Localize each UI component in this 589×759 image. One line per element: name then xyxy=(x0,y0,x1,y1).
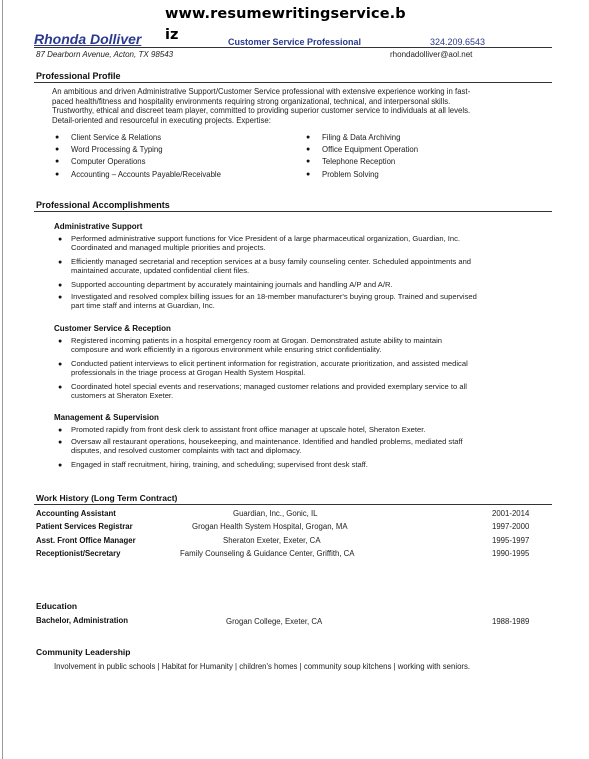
list-item-line: professionals in the triage process at Grogan Health System Hospital. xyxy=(71,368,306,378)
skill-item: Client Service & Relations xyxy=(71,133,162,142)
list-item-line: maintained accurate, updated confidential client files. xyxy=(71,266,250,276)
profile-rule xyxy=(34,82,552,83)
bullet-icon: ● xyxy=(58,294,63,301)
list-item-line: Conducted patient interviews to elicit pertinent information for registration, accurate prioritization, and assisted medical xyxy=(71,359,468,368)
employer: Guardian, Inc., Gonic, IL xyxy=(233,509,318,518)
group-title: Management & Supervision xyxy=(54,413,159,422)
watermark-line-2: iz xyxy=(165,27,179,43)
list-item-line: Coordinated and managed multiple priorities and projects. xyxy=(71,243,266,253)
list-item-line: composure and work efficiently in a rigorous environment while ensuring strict confidentiality. xyxy=(71,345,382,355)
years: 1995-1997 xyxy=(492,536,530,545)
list-item xyxy=(71,336,442,354)
bullet-icon: ● xyxy=(55,171,60,178)
group-title: Customer Service & Reception xyxy=(54,324,171,333)
list-item-line: Oversaw all restaurant operations, housekeeping, and maintenance. Identified and handled problems, mediated staff xyxy=(71,437,463,446)
employer: Family Counseling & Guidance Center, Griffith, CA xyxy=(180,549,355,558)
skill-item: Filing & Data Archiving xyxy=(322,133,401,142)
skill-item: Accounting – Accounts Payable/Receivable xyxy=(71,170,221,179)
employer: Sheraton Exeter, Exeter, CA xyxy=(223,536,321,545)
profile-text xyxy=(52,87,470,125)
role: Accounting Assistant xyxy=(36,509,116,518)
bullet-icon: ● xyxy=(58,439,63,446)
bullet-icon: ● xyxy=(55,134,60,141)
community-text: Involvement in public schools | Habitat for Humanity | children's homes | community soup kitchens | working with seniors. xyxy=(54,662,471,671)
bullet-icon: ● xyxy=(58,462,63,469)
education-heading: Education xyxy=(36,601,78,611)
page-left-edge xyxy=(2,0,3,759)
skill-item: Computer Operations xyxy=(71,157,146,166)
bullet-icon: ● xyxy=(58,338,63,345)
list-item xyxy=(71,425,425,434)
list-item-line: Supported accounting department by accurately maintaining journals and handling A/P and A/R. xyxy=(71,280,393,289)
group-title: Administrative Support xyxy=(54,222,143,231)
accomplishments-heading: Professional Accomplishments xyxy=(36,200,170,210)
list-item-line: Efficiently managed secretarial and reception services at a busy family counseling center. Scheduled appointments and xyxy=(71,257,472,266)
header-rule xyxy=(34,47,552,48)
bullet-icon: ● xyxy=(55,146,60,153)
bullet-icon: ● xyxy=(306,171,311,178)
list-item-line: Investigated and resolved complex billing issues for an 18-member manufacturer's buying group. Trained and supervised xyxy=(71,292,477,301)
list-item-line: Coordinated hotel special events and reservations; managed customer relations and provided exemplary service to all xyxy=(71,382,467,391)
work-history-rule xyxy=(34,504,552,505)
profile-line: Detail-oriented and resourceful in executing projects. Expertise: xyxy=(52,115,271,125)
bullet-icon: ● xyxy=(55,158,60,165)
bullet-icon: ● xyxy=(58,361,63,368)
list-item-line: Engaged in staff recruitment, hiring, training, and scheduling; supervised front desk staff. xyxy=(71,460,368,469)
candidate-email[interactable]: rhondadolliver@aol.net xyxy=(390,50,473,59)
role: Patient Services Registrar xyxy=(36,522,133,531)
profile-heading: Professional Profile xyxy=(36,71,121,81)
candidate-phone: 324.209.6543 xyxy=(430,37,486,47)
list-item xyxy=(71,382,467,400)
candidate-title: Customer Service Professional xyxy=(228,37,362,47)
list-item-line: part time staff and interns at Guardian, Inc. xyxy=(71,301,215,311)
education-school: Grogan College, Exeter, CA xyxy=(226,617,323,626)
years: 1990-1995 xyxy=(492,549,530,558)
work-history-heading: Work History (Long Term Contract) xyxy=(36,493,178,503)
skill-item: Telephone Reception xyxy=(322,157,396,166)
list-item xyxy=(71,460,368,469)
community-heading: Community Leadership xyxy=(36,647,131,657)
profile-line: Trustworthy, ethical and discreet team player, committed to providing superior customer service to individuals at all levels. xyxy=(52,106,471,116)
bullet-icon: ● xyxy=(306,158,311,165)
education-degree: Bachelor, Administration xyxy=(36,616,128,625)
role: Asst. Front Office Manager xyxy=(36,536,136,545)
skill-item: Problem Solving xyxy=(322,170,379,179)
bullet-icon: ● xyxy=(58,236,63,243)
bullet-icon: ● xyxy=(306,134,311,141)
list-item xyxy=(71,257,471,275)
list-item-line: Registered incoming patients in a hospital emergency room at Grogan. Demonstrated astute ability to maintain xyxy=(71,336,443,345)
list-item xyxy=(71,437,463,455)
accomplishments-rule xyxy=(34,211,552,212)
bullet-icon: ● xyxy=(306,146,311,153)
years: 1997-2000 xyxy=(492,522,530,531)
skill-item: Office Equipment Operation xyxy=(322,145,419,154)
profile-line: paced health/fitness and hospitality environments requiring strong organizational, technical, and interpersonal skills. xyxy=(52,96,451,106)
bullet-icon: ● xyxy=(58,427,63,434)
bullet-icon: ● xyxy=(58,282,63,289)
list-item xyxy=(71,234,460,252)
list-item-line: disputes, and resolved customer complaints with tact and diplomacy. xyxy=(71,446,302,456)
list-item xyxy=(71,292,477,310)
employer: Grogan Health System Hospital, Grogan, MA xyxy=(192,522,348,531)
list-item-line: Promoted rapidly from front desk clerk to assistant front office manager at upscale hotel, Sheraton Exeter. xyxy=(71,425,426,434)
role: Receptionist/Secretary xyxy=(36,549,121,558)
list-item xyxy=(71,359,468,377)
watermark-line-1: www.resumewritingservice.b xyxy=(165,6,406,22)
profile-line: An ambitious and driven Administrative Support/Customer Service professional with extensive experience working in fast- xyxy=(52,87,471,96)
candidate-address: 87 Dearborn Avenue, Acton, TX 98543 xyxy=(36,50,174,59)
list-item-line: customers at Sheraton Exeter. xyxy=(71,391,174,401)
list-item xyxy=(71,280,393,289)
candidate-name: Rhonda Dolliver xyxy=(34,31,142,47)
bullet-icon: ● xyxy=(58,384,63,391)
bullet-icon: ● xyxy=(58,259,63,266)
skill-item: Word Processing & Typing xyxy=(71,145,163,154)
years: 2001-2014 xyxy=(492,509,530,518)
list-item-line: Performed administrative support functions for Vice President of a large pharmaceutical organization, Guardian, Inc. xyxy=(71,234,461,243)
education-years: 1988-1989 xyxy=(492,617,530,626)
